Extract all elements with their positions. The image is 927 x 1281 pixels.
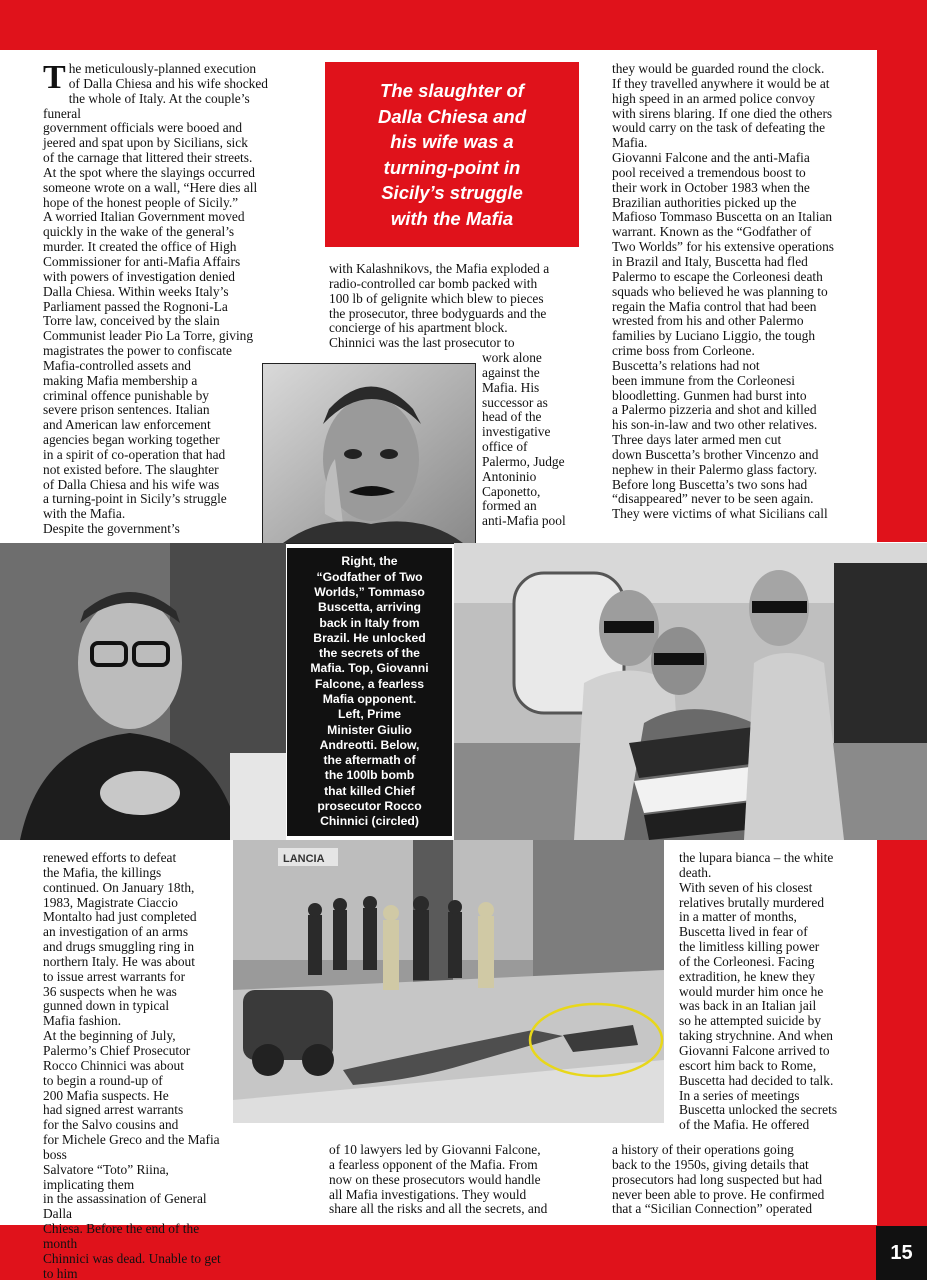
right-red-border-lower xyxy=(877,840,927,1226)
top-red-band xyxy=(0,0,927,50)
column3-bottom-narrow: the lupara bianca – the white death. With seven of his closest relatives brutally murdered in a matter of months, Buscetta lived in fear of the limitless killing power of the Corleonesi. Facing extradition, he knew they would murder him once he was back in an Italian jail so he attempted suicide by taking strychnine. And when Giovanni Falcone arrived to escort him back to Rome, Buscetta had decided to talk. In a series of meetings Buscetta unlocked the secrets of the Mafia. He offered xyxy=(679,850,838,1133)
column3-top-text: they would be guarded round the clock. If they travelled anywhere it would be at high speed in an armed police convoy with sirens blaring. If one died the others would carry on the task of defeating the Mafia. Giovanni Falcone and the anti-Mafia pool received a tremendous boost to their work in October 1983 when the Brazilian authorities picked up the Mafioso Tommaso Buscetta on an Italian warrant. Known as the “Godfather of Two Worlds” for his extensive operations in Brazil and Italy, Buscetta had fled Palermo to escape the Corleonesi death squads who believed he was planning to regain the Mafia control that had been wrested from his and other Palermo families by Luciano Liggio, the tough crime boss from Corleone. Buscetta’s relations had not been immune from the Corleonesi bloodletting. Gunmen had burst into a Palermo pizzeria and shot and killed his son-in-law and two other relatives. Three days later armed men cut down Buscetta’s brother Vincenzo and nephew in their Palermo glass factory. Before long Buscetta’s two sons had “disappeared” never to be seen again. They were victims of what Sicilians call xyxy=(612,61,834,522)
pull-quote: The slaughter of Dalla Chiesa and his wife was a turning-point in Sicily’s struggle with the Mafia xyxy=(325,62,579,247)
column2-top-text: with Kalashnikovs, the Mafia exploded a radio-controlled car bomb packed with 100 lb of gelignite which blew to pieces the prosecutor, three bodyguards and the concierge of his apartment block. Chinnici was the last prosecutor to xyxy=(329,261,550,351)
bomb-aftermath-photo xyxy=(233,840,664,1123)
page-number: 15 xyxy=(876,1226,927,1280)
right-red-border-upper xyxy=(877,50,927,542)
column2-bottom-text: of 10 lawyers led by Giovanni Falcone, a fearless opponent of the Mafia. From now on these prosecutors would handle all Mafia investigations. They would share all the risks and all the secrets, and xyxy=(329,1142,548,1217)
drop-cap: T xyxy=(43,59,66,96)
column1-top-text xyxy=(43,59,288,537)
column1-bottom-narrow: renewed efforts to defeat the Mafia, the killings continued. On January 18th, 1983, Magistrate Ciaccio Montalto had just completed an investigation of an arms and drugs smuggling ring in northern Italy. He was about to issue arrest warrants for 36 suspects when he was gunned down in typical Mafia fashion. At the beginning of July, Palermo’s Chief Prosecutor Rocco Chinnici was about to begin a round-up of 200 Mafia suspects. He had signed arrest warrants for the Salvo cousins and for Michele Greco and the Mafia boss Salvatore “Toto” Riina, implicating them in the assassination of General Dalla Chiesa. Before the end of the month Chinnici was dead. Unable to get to him xyxy=(43,850,221,1281)
column2-narrow-text: work alone against the Mafia. His successor as head of the investigative office of Palermo, Judge Antoninio Caponetto, formed an anti-Mafia pool xyxy=(482,350,566,529)
andreotti-photo xyxy=(0,543,286,840)
column1-paragraphs: he meticulously-planned execution of Dalla Chiesa and his wife shocked the whole of Italy. At the couple’s funeral government officials were booed and jeered and spat upon by Sicilians, sick of the carnage that littered their streets. At the spot where the slayings occurred someone wrote on a wall, “Here dies all hope of the honest people of Sicily.” A worried Italian Government moved quickly in the wake of the general’s murder. It created the office of High Commissioner for anti-Mafia Affairs with powers of investigation denied Dalla Chiesa. Within weeks Italy’s Parliament passed the Rognoni-La Torre law, conceived by the slain Communist leader Pio La Torre, giving magistrates the power to confiscate Mafia-controlled assets and making Mafia membership a criminal offence punishable by severe prison sentences. Italian and American law enforcement agencies began working together in a spirit of co-operation that had not existed before. The slaughter of Dalla Chiesa and his wife was a turning-point in Sicily’s struggle with the Mafia. Despite the government’s xyxy=(43,61,269,537)
falcone-photo xyxy=(262,363,476,544)
lancia-sign: LANCIA xyxy=(283,853,325,865)
photo-caption: Right, the “Godfather of Two Worlds,” Tommaso Buscetta, arriving back in Italy from Brazil. He unlocked the secrets of the Mafia. Top, Giovanni Falcone, a fearless Mafia opponent. Left, Prime Minister Giulio Andreotti. Below, the aftermath of the 100lb bomb that killed Chief prosecutor Rocco Chinnici (circled) xyxy=(287,548,452,836)
column3-bottom-full: a history of their operations going back to the 1950s, giving details that prosecutors had long suspected but had never been able to prove. He confirmed that a “Sicilian Connection” operated xyxy=(612,1142,825,1217)
buscetta-photo xyxy=(454,543,927,840)
